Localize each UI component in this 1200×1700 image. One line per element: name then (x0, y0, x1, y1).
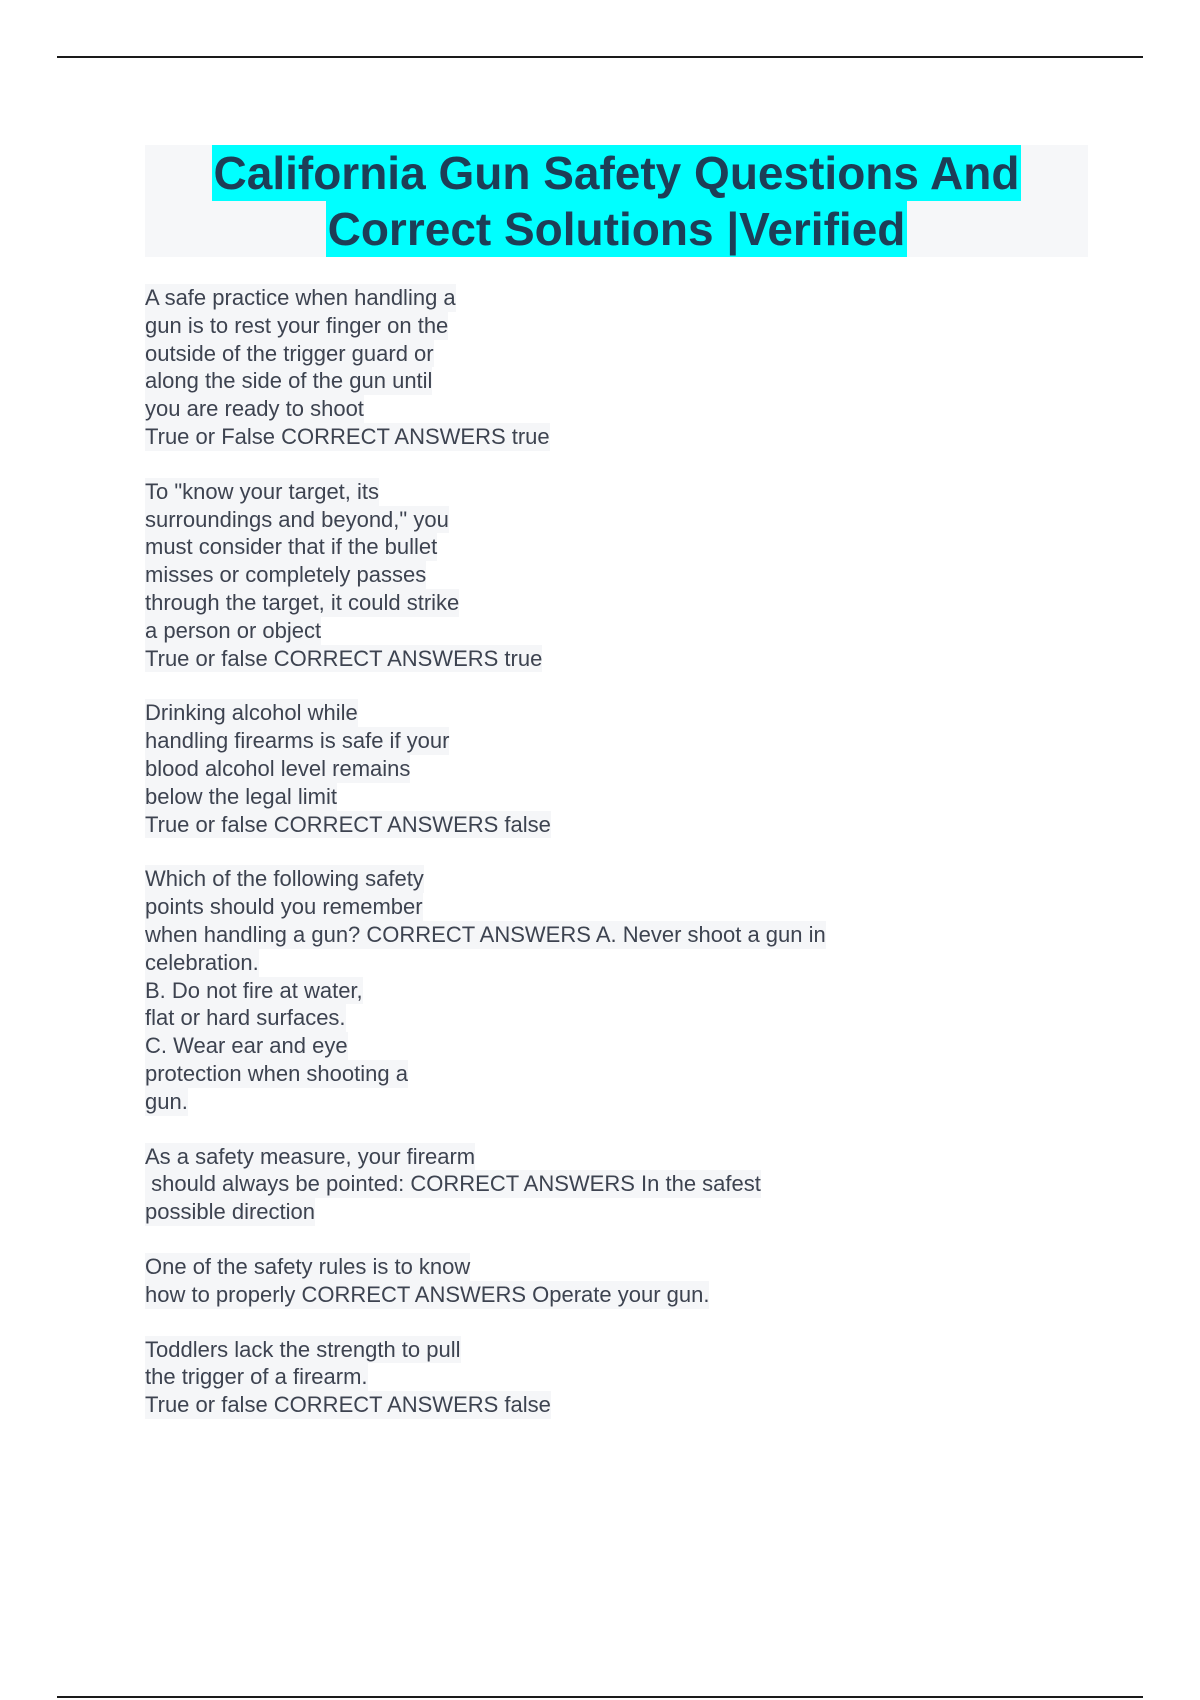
question-text-line: Which of the following safety (145, 866, 424, 892)
question-text-line: when handling a gun? CORRECT ANSWERS A. Never shoot a gun in (145, 921, 826, 947)
question-text-line: B. Do not fire at water, (145, 977, 363, 1003)
question-text-line: Drinking alcohol while (145, 700, 358, 726)
title-line: Correct Solutions |Verified (327, 203, 906, 255)
question-text-line: handling firearms is safe if your (145, 728, 450, 754)
question-block (145, 1253, 1085, 1309)
question-text-line: must consider that if the bullet (145, 534, 438, 560)
top-rule (57, 56, 1143, 58)
question-text-line: To "know your target, its (145, 478, 380, 504)
question-text-line: gun. (145, 1088, 188, 1114)
question-text-line: True or false CORRECT ANSWERS true (145, 645, 543, 671)
question-text-line: you are ready to shoot (145, 396, 364, 422)
question-text-line: possible direction (145, 1199, 315, 1225)
question-text-line: through the target, it could strike (145, 589, 460, 615)
title-line: California Gun Safety Questions And (213, 147, 1020, 199)
question-text-line: gun is to rest your finger on the (145, 312, 449, 338)
question-text-line: True or false CORRECT ANSWERS false (145, 811, 551, 837)
question-text-line: flat or hard surfaces. (145, 1005, 346, 1031)
question-text-line: Toddlers lack the strength to pull (145, 1336, 461, 1362)
question-text-line: celebration. (145, 949, 259, 975)
question-text-line: should always be pointed: CORRECT ANSWERS In the safest (145, 1171, 761, 1197)
question-text-line: As a safety measure, your firearm (145, 1143, 476, 1169)
document-title (145, 145, 1088, 257)
question-text-line: One of the safety rules is to know (145, 1253, 471, 1279)
question-text-line: True or False CORRECT ANSWERS true (145, 423, 550, 449)
question-text-line: how to properly CORRECT ANSWERS Operate your gun. (145, 1281, 710, 1307)
question-text-line: outside of the trigger guard or (145, 340, 434, 366)
question-text-line: the trigger of a firearm. (145, 1364, 368, 1390)
question-text-line: A safe practice when handling a (145, 285, 456, 310)
question-text-line: blood alcohol level remains (145, 755, 411, 781)
question-block (145, 865, 1085, 1115)
question-list (145, 284, 1085, 1446)
question-block (145, 478, 1085, 673)
question-block (145, 284, 1085, 451)
question-block (145, 1143, 1085, 1226)
question-text-line: surroundings and beyond," you (145, 506, 449, 532)
question-text-line: misses or completely passes (145, 562, 427, 588)
question-text-line: points should you remember (145, 894, 423, 920)
question-text-line: protection when shooting a (145, 1060, 408, 1086)
bottom-rule (57, 1696, 1143, 1698)
question-text-line: a person or object (145, 617, 322, 643)
question-block (145, 1336, 1085, 1419)
question-text-line: along the side of the gun until (145, 368, 433, 394)
question-block (145, 699, 1085, 838)
question-text-line: C. Wear ear and eye (145, 1033, 348, 1059)
question-text-line: True or false CORRECT ANSWERS false (145, 1392, 551, 1418)
question-text-line: below the legal limit (145, 783, 337, 809)
